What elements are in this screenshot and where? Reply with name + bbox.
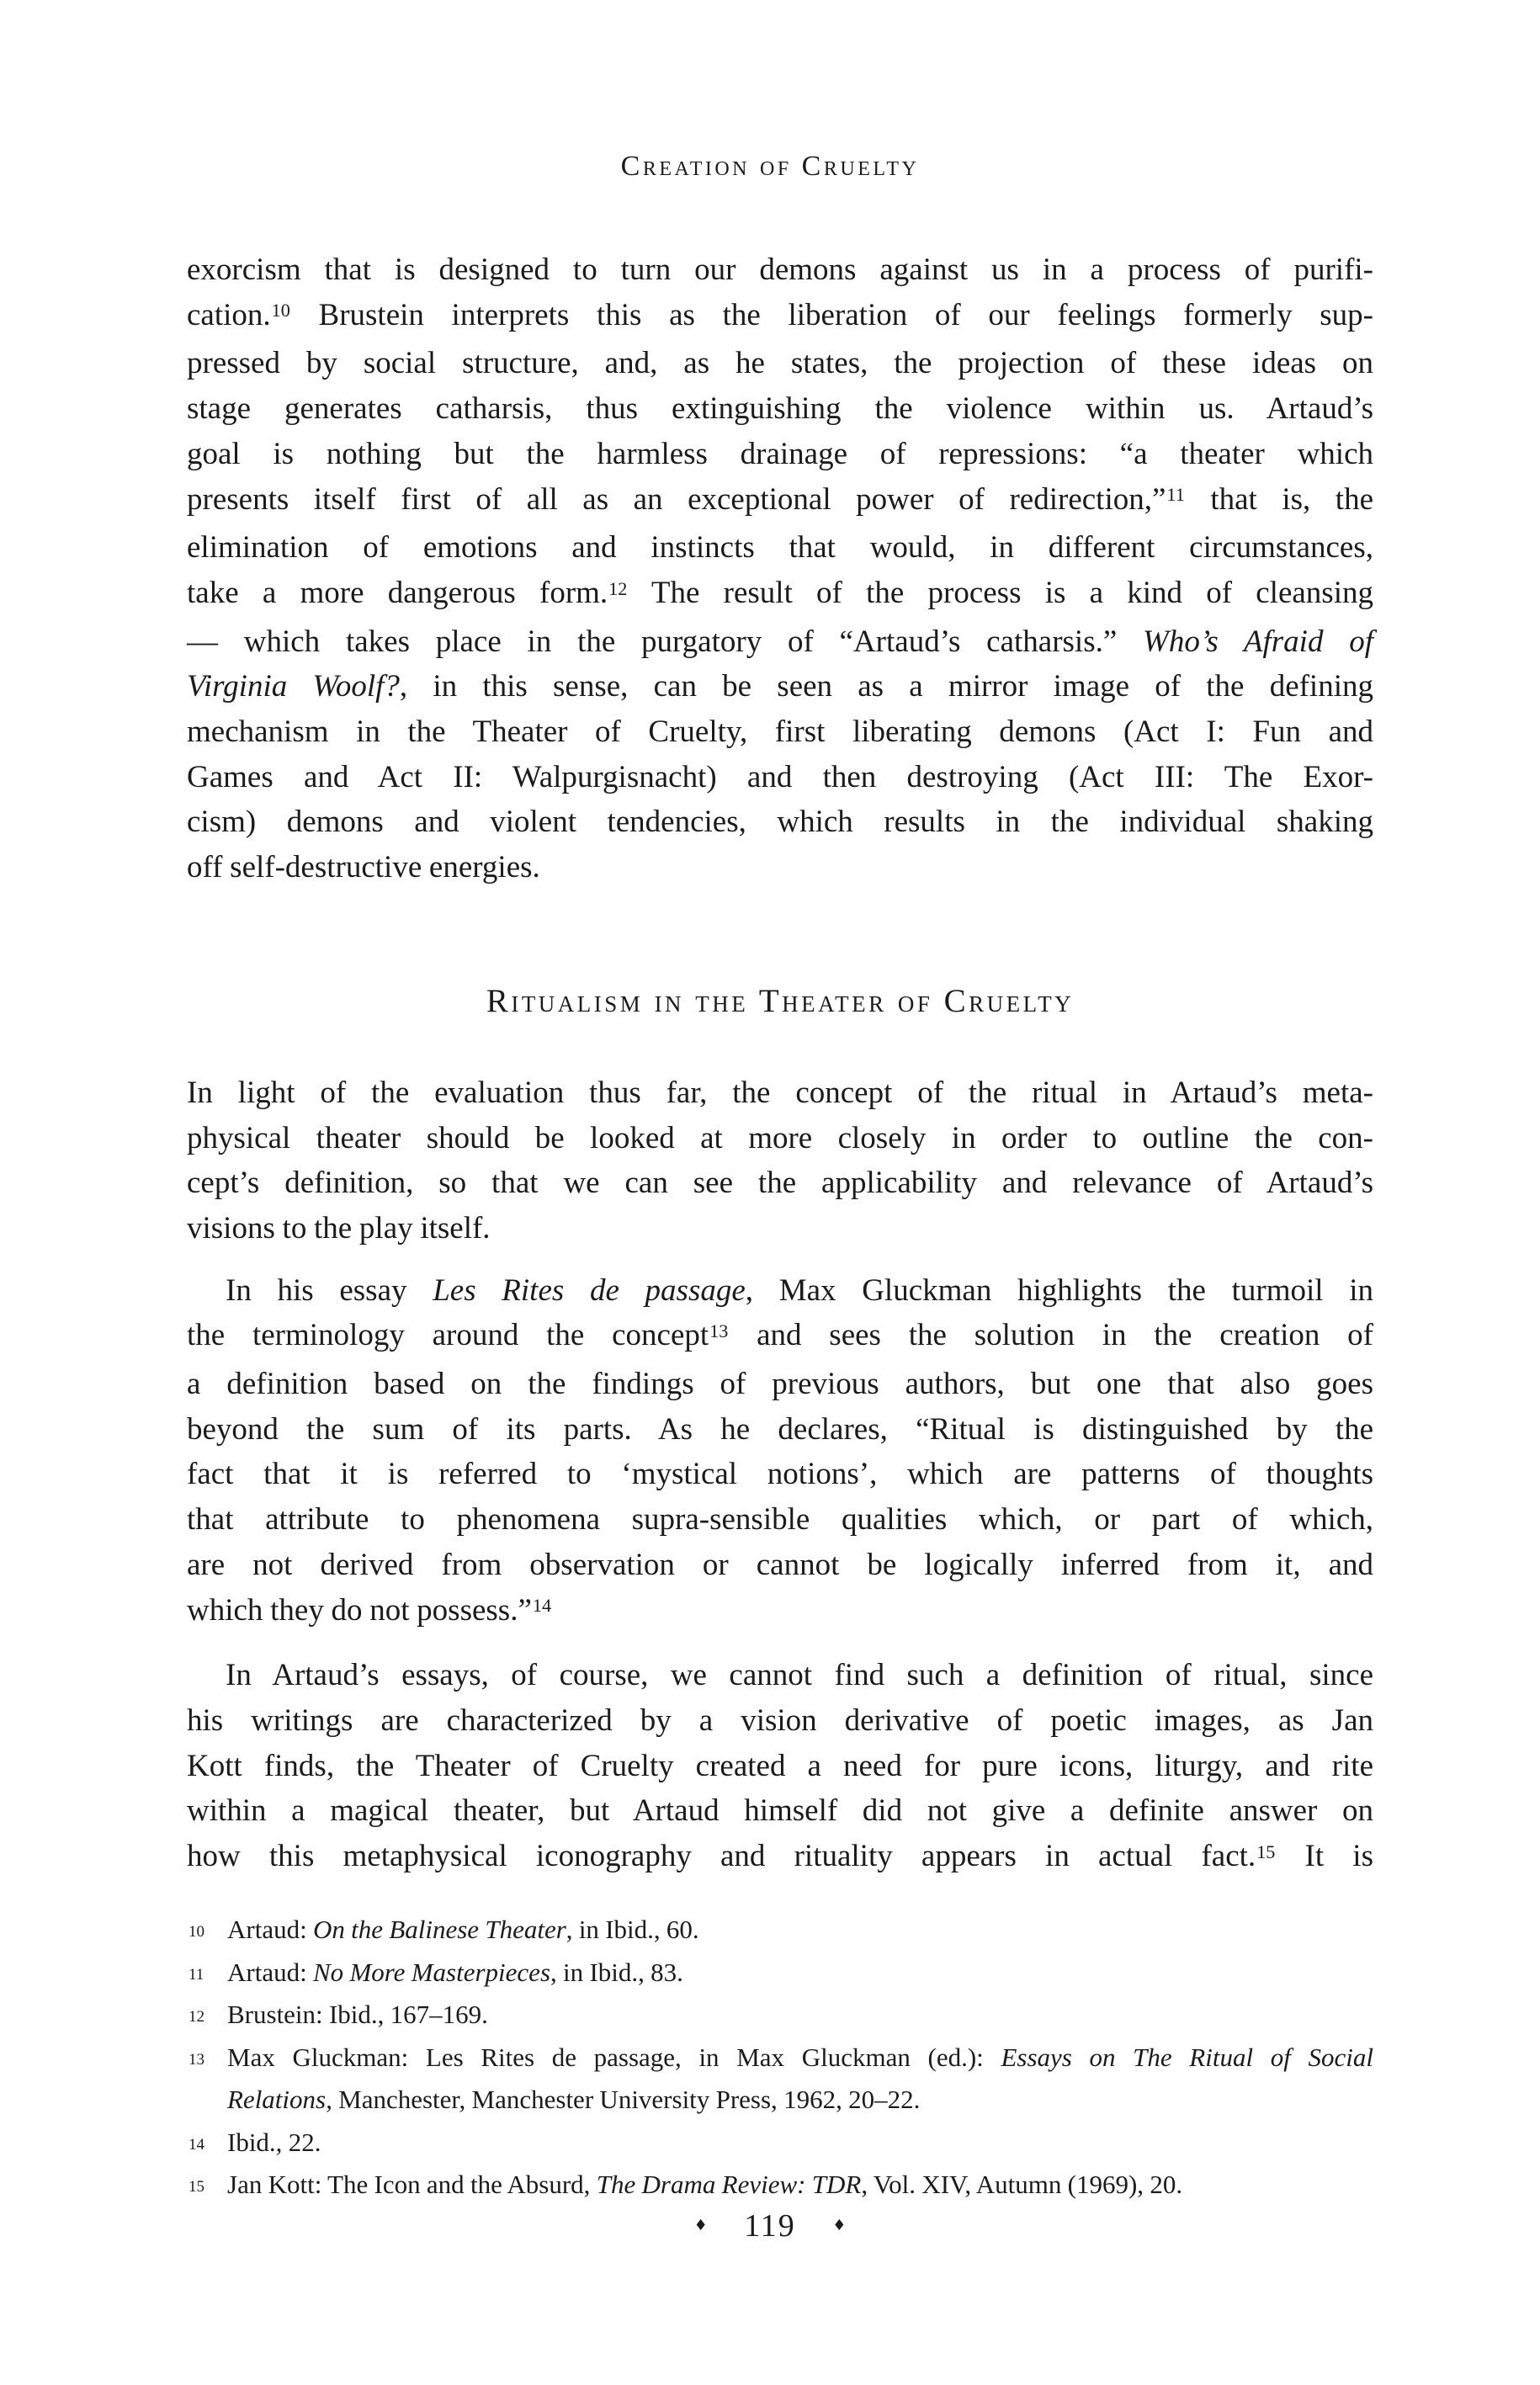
text-line [187, 845, 1373, 890]
text-run: In Artaud’s essays, of course, we cannot find such a definition of ritual, since [226, 1658, 1373, 1693]
footnote-number: 10 [189, 1923, 204, 1941]
intro-paragraphs [187, 247, 1373, 890]
text-run: — which takes place in the purgatory of “Artaud’s catharsis.” [187, 624, 1144, 659]
text-run: stage generates catharsis, thus extinguishing the violence within us. Artaud’s [187, 391, 1373, 427]
text-run: Manchester, Manchester University Press, 1962, 20–22. [332, 2085, 921, 2114]
running-head: Creation of Cruelty [620, 151, 920, 182]
footnote-reference: 10 [271, 300, 290, 321]
text-line [187, 1698, 1373, 1744]
text-run: Who’s Afraid of [1143, 624, 1373, 659]
text-line [187, 1161, 1373, 1206]
text-line [187, 1653, 1373, 1698]
footnote [187, 1952, 1373, 1995]
text-line [187, 571, 1373, 619]
text-run: , Vol. XIV, Autumn (1969), 20. [861, 2170, 1183, 2199]
text-run: off self-destructive energies. [187, 850, 540, 885]
text-line [187, 1834, 1373, 1883]
text-line [187, 799, 1373, 845]
text-line [187, 664, 1373, 709]
paragraph [187, 1070, 1373, 1251]
text-line [187, 1744, 1373, 1789]
paragraph [187, 1268, 1373, 1637]
text-run: take a more dangerous form. [187, 575, 608, 610]
text-run: Essays on The Ritual of Social [1001, 2042, 1374, 2072]
text-run: In light of the evaluation thus far, the concept of the ritual in Artaud’s meta- [187, 1075, 1373, 1110]
text-run: Brustein: Ibid., 167–169. [227, 2000, 488, 2029]
footnote [187, 1909, 1373, 1952]
text-line [187, 1268, 1373, 1314]
text-run: It is [1276, 1839, 1373, 1874]
footnote [187, 2037, 1373, 2122]
footnotes-section [187, 1909, 1373, 2207]
text-line [187, 1407, 1373, 1453]
footnote [187, 2122, 1373, 2165]
text-line [187, 1588, 1373, 1637]
text-line [187, 1909, 1373, 1952]
text-line [187, 619, 1373, 665]
text-run: , in this sense, can be seen as a mirror image of the defining [399, 669, 1373, 704]
text-line [187, 477, 1373, 526]
section-heading: Ritualism in the Theater of Cruelty [486, 982, 1075, 1019]
footnote-number: 13 [189, 2050, 204, 2069]
text-run: Artaud: [227, 1915, 313, 1944]
text-line [187, 247, 1373, 293]
text-run: beyond the sum of its parts. As he declares, “Ritual is distinguished by the [187, 1411, 1373, 1447]
footnote-reference: 15 [1256, 1841, 1276, 1862]
text-run: physical theater should be looked at more closely in order to outline the con- [187, 1120, 1373, 1155]
text-line [187, 1206, 1373, 1251]
text-run: Ibid., 22. [227, 2127, 321, 2157]
text-run: Jan Kott: The Icon and the Absurd, [227, 2170, 597, 2199]
text-run: The Drama Review: TDR [596, 2170, 862, 2199]
text-run: elimination of emotions and instincts that would, in different circumstances, [187, 530, 1373, 566]
page-number: 119 [744, 2208, 796, 2244]
text-run: exorcism that is designed to turn our demons against us in a process of purifi- [187, 252, 1373, 287]
text-run: cation. [187, 297, 271, 332]
text-run: , in Ibid., 83. [550, 1957, 683, 1987]
diamond-ornament-right: ♦ [832, 2217, 847, 2234]
footnote-number: 11 [189, 1965, 204, 1984]
text-line [187, 525, 1373, 571]
text-line [187, 2164, 1373, 2207]
text-run: Brustein interprets this as the liberation of our feelings formerly sup- [290, 297, 1373, 332]
text-run: In his essay [226, 1272, 433, 1308]
text-line [187, 2037, 1373, 2080]
text-line [187, 293, 1373, 342]
text-run: fact that it is referred to ‘mystical notions’, which are patterns of thoughts [187, 1457, 1373, 1492]
text-run: The result of the process is a kind of cleansing [628, 575, 1373, 610]
text-run: Artaud: [227, 1957, 313, 1987]
text-run: Virginia Woolf? [187, 669, 400, 704]
text-line [187, 1994, 1373, 2037]
text-run: which they do not possess.” [187, 1592, 532, 1628]
text-run: , in Ibid., 60. [566, 1915, 699, 1944]
text-line [187, 1070, 1373, 1116]
text-run: the terminology around the concept [187, 1318, 709, 1353]
text-run: mechanism in the Theater of Cruelty, first liberating demons (Act I: Fun and [187, 714, 1373, 750]
text-run: pressed by social structure, and, as he states, the projection of these ideas on [187, 346, 1373, 381]
text-run: Les Rites de passage [433, 1272, 746, 1308]
text-line [187, 1452, 1373, 1497]
text-line [187, 709, 1373, 755]
text-run: his writings are characterized by a vision derivative of poetic images, as Jan [187, 1702, 1373, 1738]
text-line [187, 341, 1373, 386]
paragraph [187, 1653, 1373, 1883]
footnote-number: 15 [189, 2178, 204, 2196]
text-line [187, 1497, 1373, 1543]
footnote-number: 14 [189, 2135, 204, 2154]
text-run: that is, the [1185, 481, 1374, 517]
ritualism-paragraphs [187, 1070, 1373, 1883]
text-run: Games and Act II: Walpurgisnacht) and then destroying (Act III: The Exor- [187, 759, 1373, 794]
text-line [187, 2079, 1373, 2122]
text-run: Max Gluckman: Les Rites de passage, in Max Gluckman (ed.): [227, 2042, 1001, 2072]
footnote-reference: 12 [608, 577, 628, 599]
text-run: a definition based on the findings of previous authors, but one that also goes [187, 1367, 1373, 1402]
paragraph [187, 247, 1373, 890]
text-run: Kott finds, the Theater of Cruelty created a need for pure icons, liturgy, and rite [187, 1748, 1373, 1783]
text-line [187, 2122, 1373, 2165]
footnote [187, 2164, 1373, 2207]
text-run: and sees the solution in the creation of [729, 1318, 1373, 1353]
text-line [187, 386, 1373, 432]
text-line [187, 1116, 1373, 1161]
text-run: cism) demons and violent tendencies, which results in the individual shaking [187, 805, 1373, 840]
text-line [187, 1313, 1373, 1362]
diamond-ornament-left: ♦ [693, 2217, 708, 2234]
text-run: goal is nothing but the harmless drainage of repressions: “a theater which [187, 436, 1373, 471]
text-run: that attribute to phenomena supra-sensible qualities which, or part of which, [187, 1502, 1373, 1538]
text-line [187, 1952, 1373, 1995]
footnote-reference: 13 [709, 1320, 729, 1342]
text-run: cept’s definition, so that we can see the applicability and relevance of Artaud’s [187, 1166, 1373, 1201]
text-block [187, 247, 1373, 1883]
footnote [187, 1994, 1373, 2037]
text-run: No More Masterpieces [312, 1957, 551, 1987]
text-line [187, 432, 1373, 477]
text-run: On the Balinese Theater [312, 1915, 566, 1944]
footnote-number: 12 [189, 2008, 204, 2026]
text-run: are not derived from observation or cannot be logically inferred from it, and [187, 1547, 1373, 1582]
text-run: within a magical theater, but Artaud himself did not give a definite answer on [187, 1793, 1373, 1829]
text-line [187, 1362, 1373, 1407]
text-line [187, 755, 1373, 800]
footnote-reference: 14 [532, 1595, 552, 1617]
page-number-row [0, 2205, 1540, 2253]
text-line [187, 1543, 1373, 1588]
text-run: how this metaphysical iconography and rituality appears in actual fact. [187, 1839, 1256, 1874]
text-run: , Max Gluckman highlights the turmoil in [745, 1272, 1374, 1308]
text-run: visions to the play itself. [187, 1210, 491, 1246]
footnote-reference: 11 [1166, 484, 1185, 506]
text-run: Relations, [227, 2085, 332, 2114]
text-run: presents itself first of all as an exceptional power of redirection,” [187, 481, 1166, 517]
text-line [187, 1788, 1373, 1834]
